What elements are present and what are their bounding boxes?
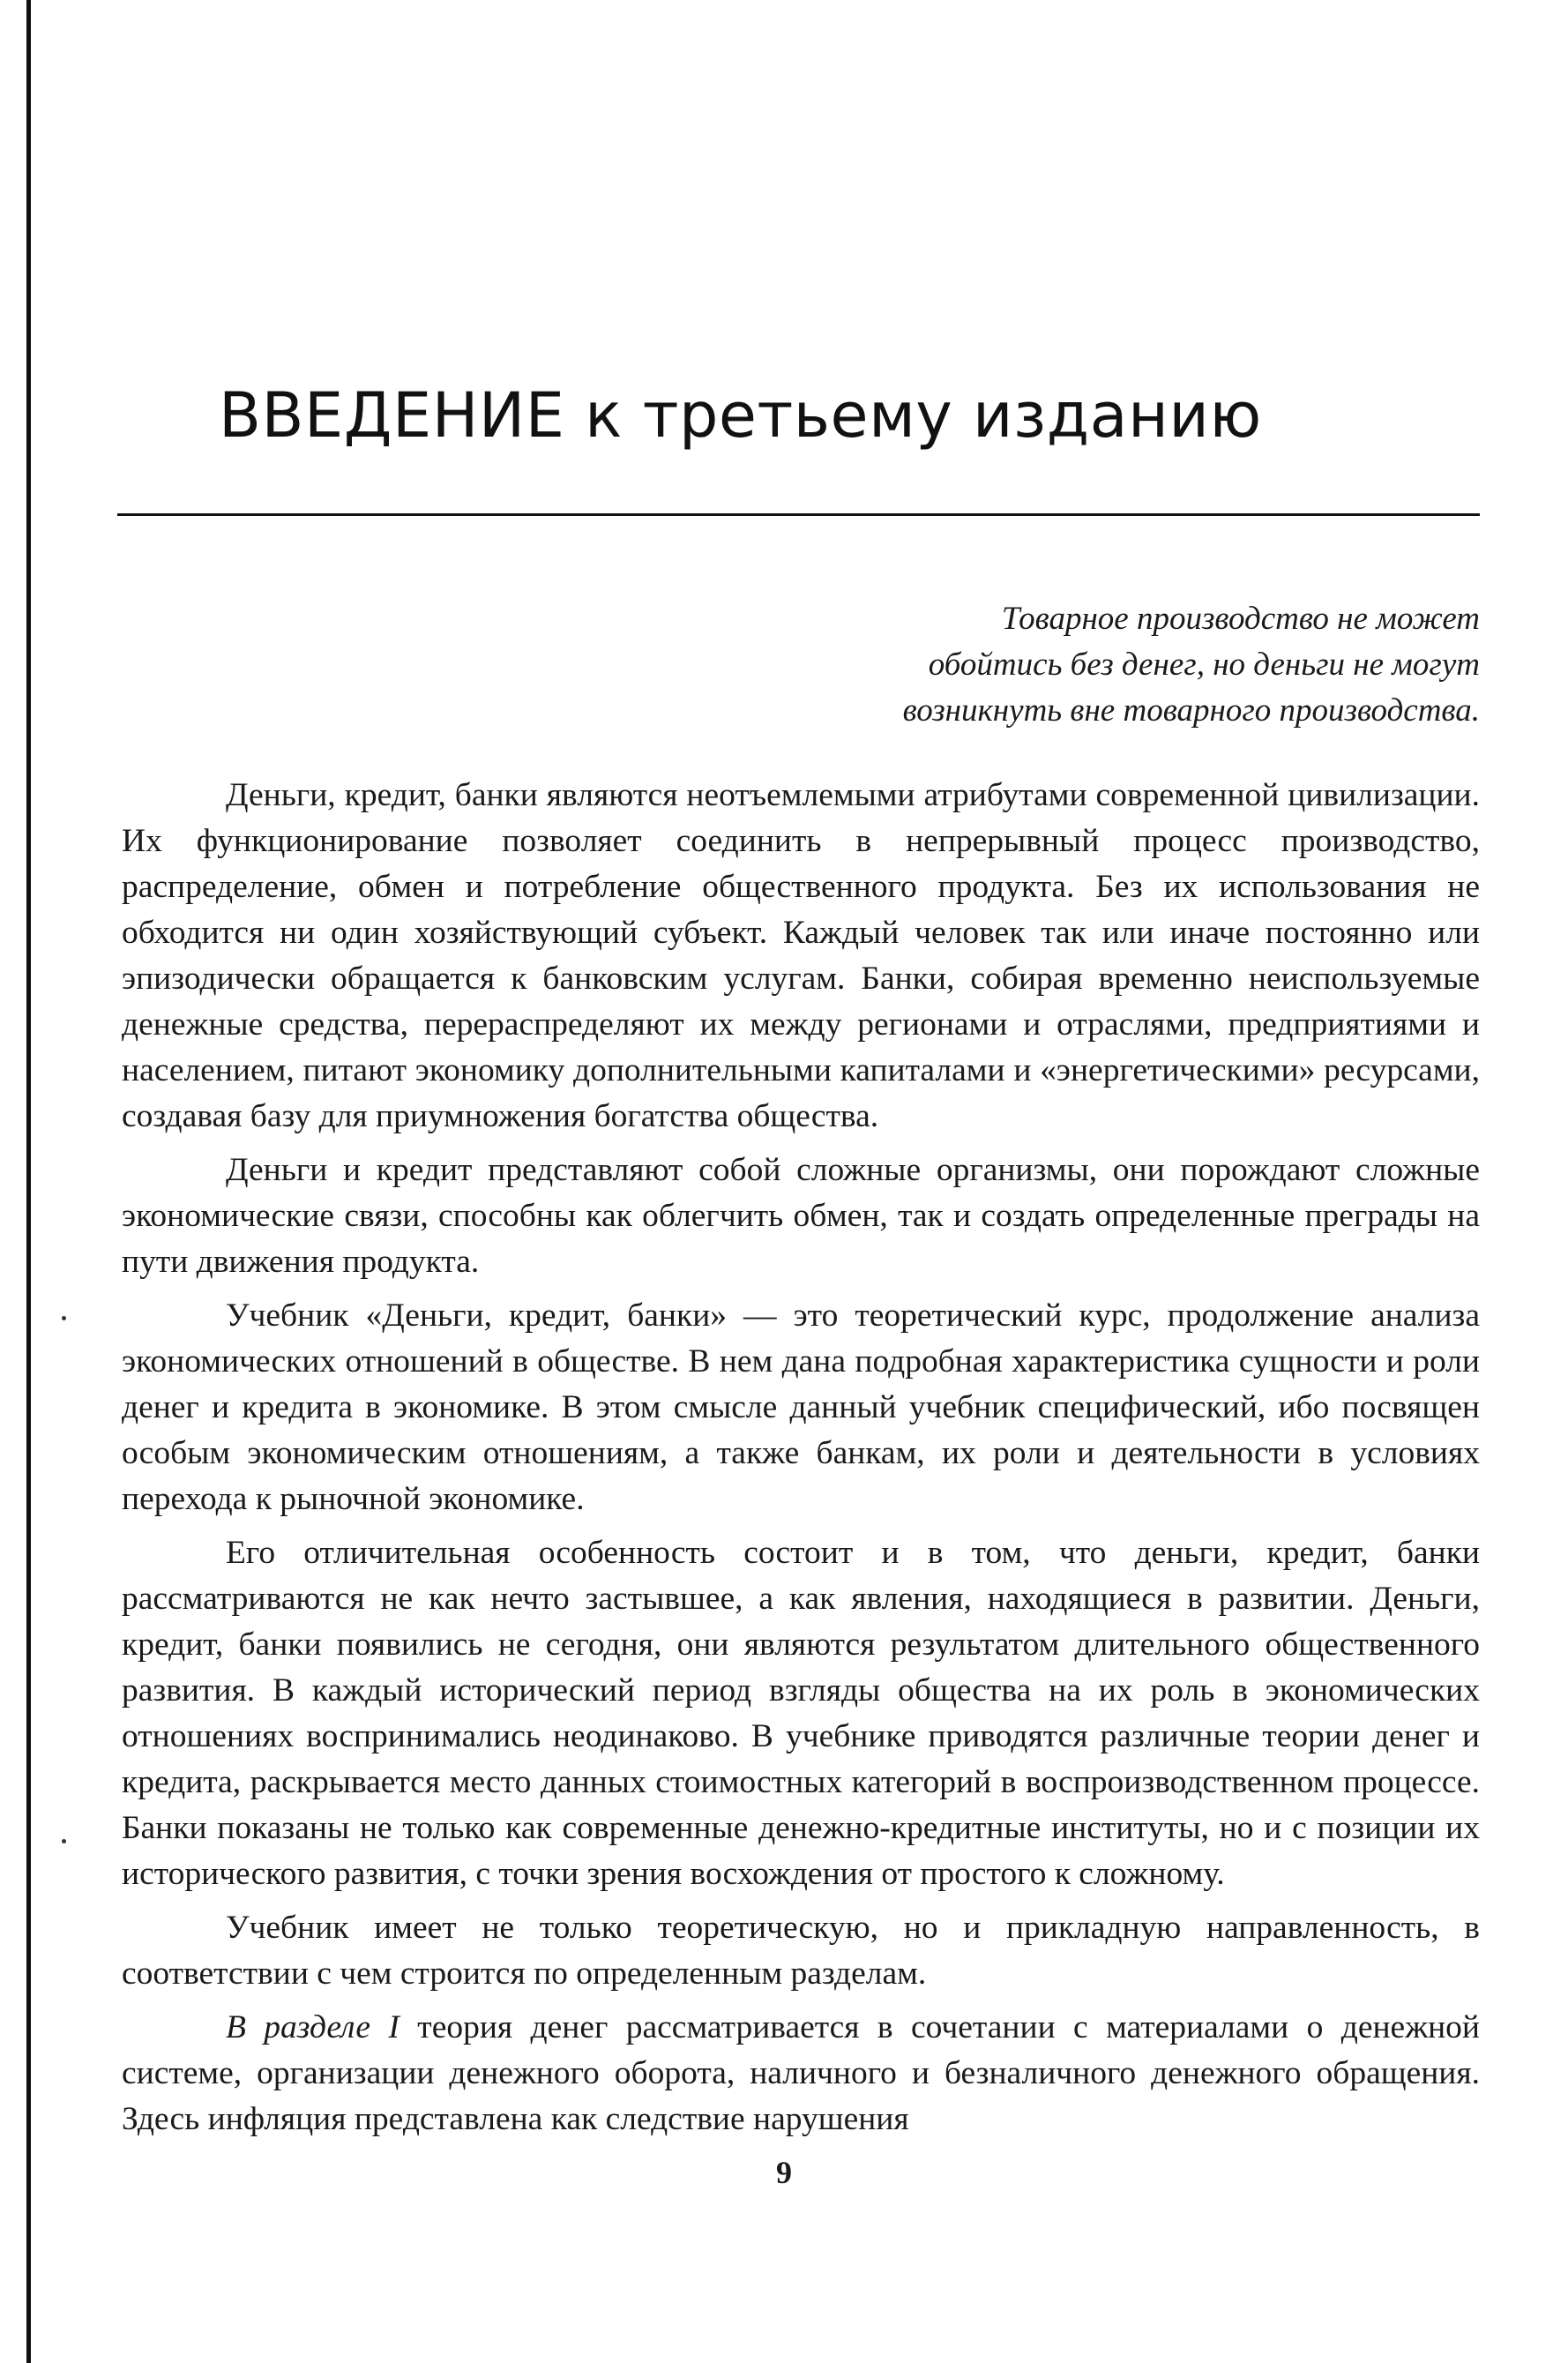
chapter-title: ВВЕДЕНИЕ к третьему изданию [219, 379, 1262, 452]
paragraph [122, 2005, 1480, 2142]
paragraph: Учебник имеет не только теоретическую, но и прикладную направленность, в соответствии с чем строится по определенным разделам. [122, 1910, 1480, 1992]
paragraph: Деньги, кредит, банки являются неотъемлемыми атрибутами современной цивилизации. Их функционирование позволяет соединить в непрерывный процесс производство, распределение, обмен и потребление общественного продукта. Без их использования не обходится ни один хозяйствующий субъект. Каждый человек так или иначе постоянно или эпизодически обращается к банковским услугам. Банки, собирая временно неиспользуемые денежные средства, перераспределяют их между регионами и отраслями, предприятиями и населением, питают экономику дополнительными капиталами и «энергетическими» ресурсами, создавая базу для приумножения богатства общества. [122, 777, 1480, 1134]
epigraph-line: возникнуть вне товарного производства. [902, 692, 1480, 729]
body-text [122, 773, 1480, 2150]
paragraph: Учебник «Деньги, кредит, банки» — это теоретический курс, продолжение анализа экономических отношений в обществе. В нем дана подробная характеристика сущности и роли денег и кредита в экономике. В этом смысле данный учебник специфический, ибо посвящен особым экономическим отношениям, а также банкам, их роли и деятельности в условиях перехода к рыночной экономике. [122, 1297, 1480, 1517]
paragraph-text: теория денег рассматривается в сочетании с материалами о денежной системе, организации денежного оборота, наличного и безналичного денежного обращения. Здесь инфляция представлена как следствие нарушения [122, 2009, 1480, 2137]
scan-speck [62, 1839, 66, 1843]
scan-binding-edge [26, 0, 31, 2363]
paragraph: Деньги и кредит представляют собой сложные организмы, они порождают сложные экономические связи, способны как облегчить обмен, так и создать определенные преграды на пути движения продукта. [122, 1152, 1480, 1280]
epigraph [617, 596, 1480, 734]
epigraph-line: обойтись без денег, но деньги не могут [928, 647, 1480, 683]
page-number: 9 [776, 2155, 792, 2190]
title-rule [117, 513, 1480, 516]
epigraph-line: Товарное производство не может [1001, 601, 1480, 637]
paragraph: Его отличительная особенность состоит и в том, что деньги, кредит, банки рассматриваются не как нечто застывшее, а как явления, находящиеся в развитии. Деньги, кредит, банки появились не сегодня, они являются результатом длительного общественного развития. В каждый исторический период взгляды общества на их роль в экономических отношениях воспринимались неодинаково. В учебнике приводятся различные теории денег и кредита, раскрывается место данных стоимостных категорий в воспроизводственном процессе. Банки показаны не только как современные денежно-кредитные институты, но и с позиции их исторического развития, с точки зрения восхождения от простого к сложному. [122, 1535, 1480, 1892]
scan-speck [62, 1316, 66, 1320]
section-reference: В разделе I [226, 2009, 399, 2045]
